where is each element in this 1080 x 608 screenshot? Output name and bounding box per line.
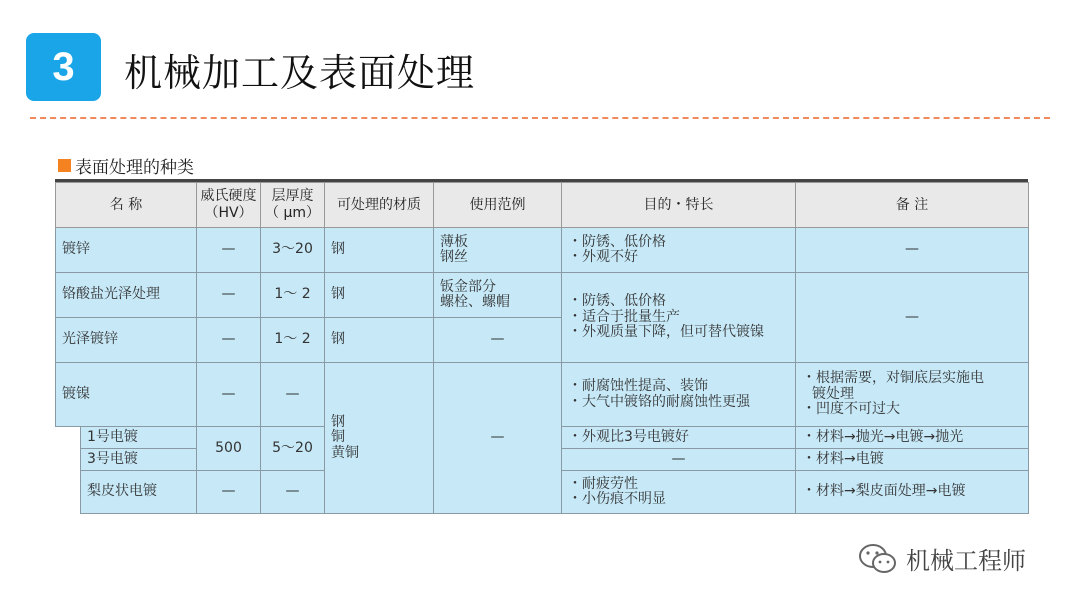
cell-usage: — xyxy=(434,318,562,363)
header-thickness: 层厚度 （ μm） xyxy=(261,183,325,228)
cell-hardness: — xyxy=(197,318,261,363)
wechat-icon xyxy=(858,542,898,576)
dashed-divider xyxy=(30,117,1050,119)
cell-purpose: ・外观比3号电镀好 xyxy=(562,427,796,449)
table-row xyxy=(56,228,1029,273)
cell-usage: — xyxy=(434,363,562,514)
cell-remarks: — xyxy=(796,273,1029,363)
cell-material: 钢 xyxy=(325,318,434,363)
cell-name: 铬酸盐光泽处理 xyxy=(56,273,197,318)
cell-remarks: ・材料→梨皮面处理→电镀 xyxy=(796,471,1029,514)
cell-hardness: 500 xyxy=(197,427,261,471)
cell-remarks: ・根据需要，对铜底层实施电 镀处理 ・凹度不可过大 xyxy=(796,363,1029,427)
table-row xyxy=(56,273,1029,318)
header-hardness: 威氏硬度 （HV） xyxy=(197,183,261,228)
table-header-row xyxy=(56,183,1029,228)
watermark-text: 机械工程师 xyxy=(906,547,1026,575)
cell-hardness: — xyxy=(197,273,261,318)
orange-square-icon xyxy=(58,159,71,172)
header-usage: 使用范例 xyxy=(434,183,562,228)
cell-purpose: ・耐腐蚀性提高、装饰 ・大气中镀铬的耐腐蚀性更强 xyxy=(562,363,796,427)
cell-hardness: — xyxy=(197,471,261,514)
cell-name: 镀锌 xyxy=(56,228,197,273)
cell-usage: 钣金部分 螺栓、螺帽 xyxy=(434,273,562,318)
cell-name: 1号电镀 xyxy=(81,427,197,449)
header-purpose: 目的・特长 xyxy=(562,183,796,228)
table-row xyxy=(56,363,1029,427)
cell-material: 钢 铜 黄铜 xyxy=(325,363,434,514)
cell-purpose: ・防锈、低价格 ・外观不好 xyxy=(562,228,796,273)
cell-hardness: — xyxy=(197,228,261,273)
cell-thickness: 1～ 2 xyxy=(261,273,325,318)
cell-purpose: ・耐疲劳性 ・小伤痕不明显 xyxy=(562,471,796,514)
cell-hardness: — xyxy=(197,363,261,427)
cell-usage: 薄板 钢丝 xyxy=(434,228,562,273)
cell-name: 光泽镀锌 xyxy=(56,318,197,363)
cell-material: 钢 xyxy=(325,273,434,318)
watermark xyxy=(858,541,1026,576)
cell-name: 镀镍 xyxy=(56,363,197,427)
cell-thickness: — xyxy=(261,471,325,514)
surface-treatment-table xyxy=(55,182,1029,514)
cell-material: 钢 xyxy=(325,228,434,273)
section-heading xyxy=(58,153,194,178)
slide-number-badge: 3 xyxy=(26,33,101,101)
slide-title: 机械加工及表面处理 xyxy=(124,51,476,95)
indent-spacer xyxy=(56,427,81,514)
header-name: 名 称 xyxy=(56,183,197,228)
cell-name: 梨皮状电镀 xyxy=(81,471,197,514)
cell-purpose: ・防锈、低价格 ・适合于批量生产 ・外观质量下降，但可替代镀镍 xyxy=(562,273,796,363)
cell-remarks: ・材料→电镀 xyxy=(796,449,1029,471)
header-remarks: 备 注 xyxy=(796,183,1029,228)
cell-thickness: 3～20 xyxy=(261,228,325,273)
cell-thickness: 1～ 2 xyxy=(261,318,325,363)
cell-thickness: — xyxy=(261,363,325,427)
cell-remarks: — xyxy=(796,228,1029,273)
header-material: 可处理的材质 xyxy=(325,183,434,228)
cell-purpose: — xyxy=(562,449,796,471)
cell-name: 3号电镀 xyxy=(81,449,197,471)
cell-remarks: ・材料→抛光→电镀→抛光 xyxy=(796,427,1029,449)
section-title: 表面处理的种类 xyxy=(75,158,194,178)
cell-thickness: 5～20 xyxy=(261,427,325,471)
